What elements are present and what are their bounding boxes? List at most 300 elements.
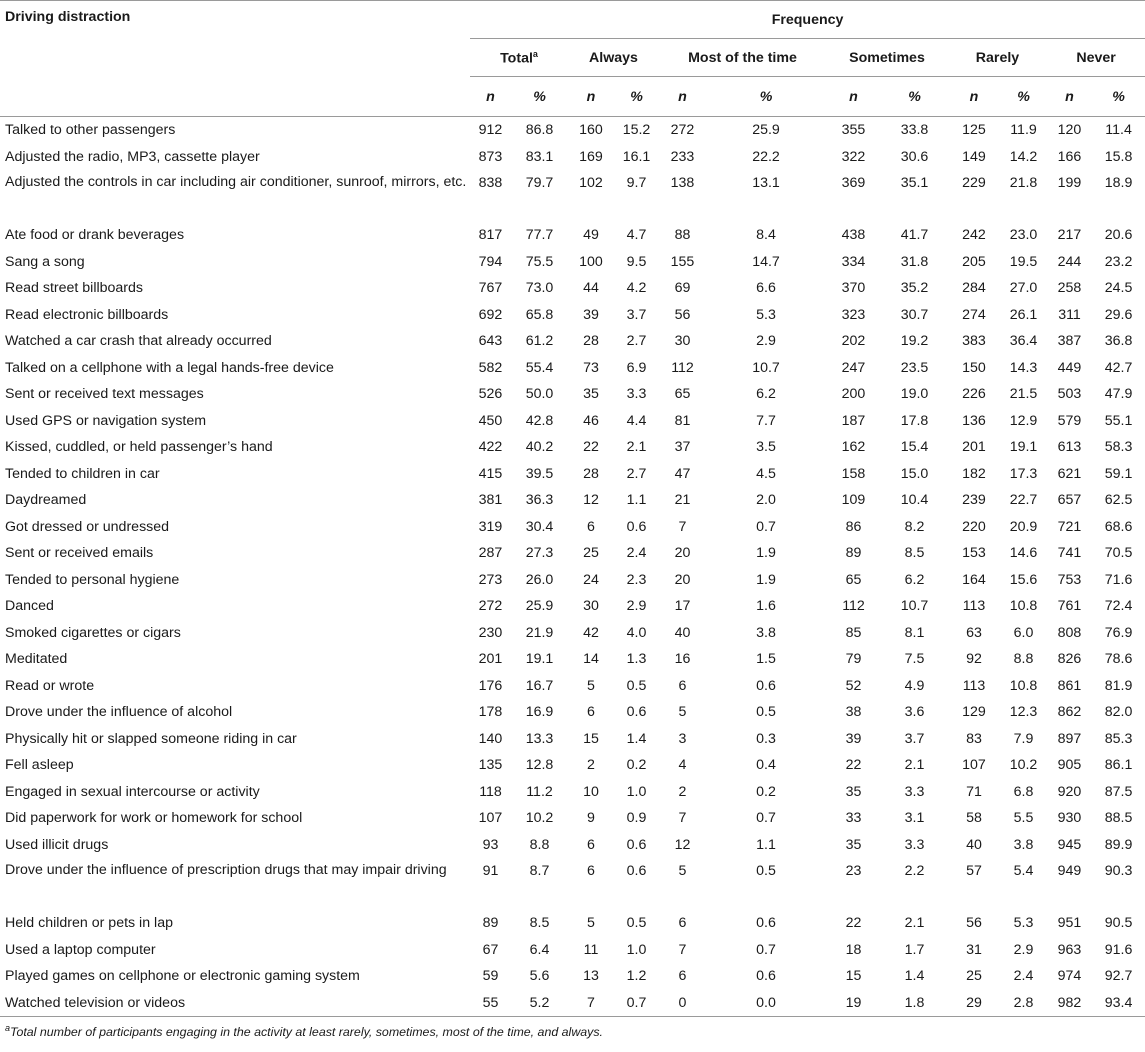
cell-percent: 72.4 bbox=[1104, 598, 1133, 615]
cell-percent: 71.6 bbox=[1104, 571, 1133, 588]
cell-percent: 25.9 bbox=[525, 598, 554, 615]
cell-n: 30 bbox=[674, 333, 691, 350]
cell-n: 79 bbox=[845, 651, 862, 668]
table-row bbox=[0, 461, 1145, 488]
cell-percent: 91.6 bbox=[1104, 941, 1133, 958]
cell-n: 6 bbox=[587, 836, 595, 853]
cell-percent: 4.7 bbox=[626, 227, 647, 244]
cell-n: 319 bbox=[478, 518, 503, 535]
cell-n: 217 bbox=[1057, 227, 1082, 244]
cell-percent: 19.1 bbox=[1009, 439, 1038, 456]
row-label: Used illicit drugs bbox=[5, 836, 109, 853]
cell-n: 81 bbox=[674, 412, 691, 429]
cell-n: 201 bbox=[478, 651, 503, 668]
cell-percent: 1.6 bbox=[756, 598, 776, 615]
cell-percent: 13.1 bbox=[752, 175, 780, 191]
cell-percent: 0.2 bbox=[626, 757, 647, 774]
subheader-n: n bbox=[486, 88, 495, 105]
row-label: Talked on a cellphone with a legal hands-free device bbox=[5, 359, 334, 376]
cell-percent: 0.6 bbox=[756, 915, 776, 932]
cell-n: 6 bbox=[678, 915, 687, 932]
cell-percent: 10.7 bbox=[900, 598, 929, 615]
subheader-percent: % bbox=[1112, 88, 1125, 105]
cell-percent: 35.2 bbox=[900, 280, 929, 297]
cell-n: 150 bbox=[962, 359, 986, 376]
cell-percent: 14.3 bbox=[1009, 359, 1038, 376]
cell-percent: 0.7 bbox=[626, 994, 647, 1011]
cell-percent: 13.3 bbox=[525, 730, 554, 747]
cell-n: 951 bbox=[1057, 915, 1082, 932]
cell-n: 15 bbox=[845, 968, 862, 985]
cell-n: 91 bbox=[482, 863, 499, 879]
cell-n: 73 bbox=[583, 359, 599, 376]
table-row bbox=[0, 752, 1145, 779]
cell-n: 113 bbox=[962, 598, 986, 615]
cell-percent: 0.6 bbox=[756, 677, 776, 694]
cell-n: 199 bbox=[1057, 175, 1082, 191]
cell-percent: 89.9 bbox=[1104, 836, 1133, 853]
column-header-total bbox=[470, 39, 568, 77]
cell-percent: 10.2 bbox=[1009, 757, 1038, 774]
cell-percent: 2.7 bbox=[626, 333, 647, 350]
cell-percent: 0.5 bbox=[756, 863, 776, 879]
cell-n: 422 bbox=[478, 439, 503, 456]
cell-n: 311 bbox=[1058, 306, 1081, 323]
cell-n: 14 bbox=[583, 651, 599, 668]
cell-percent: 10.4 bbox=[900, 492, 929, 509]
cell-percent: 2.7 bbox=[626, 465, 647, 482]
cell-percent: 75.5 bbox=[525, 253, 554, 270]
cell-n: 323 bbox=[841, 306, 866, 323]
row-label: Physically hit or slapped someone riding in car bbox=[5, 730, 297, 747]
cell-percent: 17.8 bbox=[900, 412, 929, 429]
cell-n: 4 bbox=[678, 757, 687, 774]
cell-n: 15 bbox=[583, 730, 599, 747]
cell-percent: 1.9 bbox=[756, 545, 776, 562]
table-row bbox=[0, 540, 1145, 567]
row-label: Fell asleep bbox=[5, 757, 74, 774]
table-row bbox=[0, 593, 1145, 620]
cell-n: 31 bbox=[966, 941, 982, 958]
cell-n: 383 bbox=[962, 333, 986, 350]
cell-percent: 2.9 bbox=[756, 333, 776, 350]
cell-n: 136 bbox=[962, 412, 986, 429]
cell-n: 381 bbox=[478, 492, 503, 509]
cell-n: 21 bbox=[674, 492, 691, 509]
cell-n: 322 bbox=[841, 148, 866, 165]
cell-percent: 7.9 bbox=[1013, 730, 1034, 747]
table-row bbox=[0, 646, 1145, 673]
cell-n: 112 bbox=[842, 598, 865, 615]
total-superscript: a bbox=[532, 48, 538, 59]
subheader-percent: % bbox=[1017, 88, 1030, 105]
cell-n: 503 bbox=[1057, 386, 1082, 403]
cell-n: 920 bbox=[1057, 783, 1082, 800]
cell-n: 438 bbox=[841, 227, 866, 244]
cell-n: 7 bbox=[678, 810, 687, 827]
cell-n: 39 bbox=[583, 306, 599, 323]
cell-n: 88 bbox=[674, 227, 691, 244]
cell-n: 52 bbox=[845, 677, 862, 694]
cell-percent: 2.1 bbox=[904, 915, 925, 932]
cell-percent: 8.1 bbox=[904, 624, 925, 641]
cell-n: 28 bbox=[583, 465, 599, 482]
cell-percent: 5.4 bbox=[1013, 863, 1034, 879]
cell-n: 58 bbox=[966, 810, 982, 827]
cell-n: 49 bbox=[583, 227, 599, 244]
cell-percent: 19.5 bbox=[1009, 253, 1038, 270]
row-label: Smoked cigarettes or cigars bbox=[5, 624, 181, 641]
cell-n: 7 bbox=[678, 518, 687, 535]
cell-percent: 9.5 bbox=[626, 253, 647, 270]
cell-n: 2 bbox=[587, 757, 595, 774]
table-row bbox=[0, 567, 1145, 594]
cell-n: 230 bbox=[478, 624, 503, 641]
cell-n: 5 bbox=[678, 863, 687, 879]
cell-n: 905 bbox=[1057, 757, 1082, 774]
cell-percent: 10.8 bbox=[1009, 598, 1038, 615]
cell-percent: 20.9 bbox=[1009, 518, 1038, 535]
cell-percent: 23.0 bbox=[1009, 227, 1038, 244]
table-row bbox=[0, 144, 1145, 171]
cell-percent: 7.5 bbox=[904, 651, 925, 668]
cell-percent: 26.0 bbox=[525, 571, 554, 588]
cell-n: 83 bbox=[966, 730, 982, 747]
cell-percent: 0.6 bbox=[626, 863, 647, 879]
row-label: Held children or pets in lap bbox=[5, 915, 173, 932]
cell-percent: 0.0 bbox=[756, 994, 776, 1011]
cell-percent: 47.9 bbox=[1104, 386, 1133, 403]
cell-n: 47 bbox=[674, 465, 691, 482]
subheader-n: n bbox=[1065, 88, 1074, 105]
cell-n: 242 bbox=[962, 227, 986, 244]
cell-n: 39 bbox=[845, 730, 862, 747]
cell-n: 169 bbox=[579, 148, 603, 165]
cell-percent: 90.3 bbox=[1104, 863, 1133, 879]
cell-percent: 55.1 bbox=[1104, 412, 1133, 429]
cell-percent: 10.7 bbox=[752, 359, 780, 376]
cell-percent: 2.4 bbox=[626, 545, 647, 562]
cell-percent: 22.2 bbox=[752, 148, 780, 165]
cell-n: 6 bbox=[587, 863, 595, 879]
cell-n: 5 bbox=[587, 915, 595, 932]
cell-n: 182 bbox=[962, 465, 986, 482]
row-label: Adjusted the controls in car including air conditioner, sunroof, mirrors, etc. bbox=[5, 174, 467, 190]
cell-percent: 6.6 bbox=[756, 280, 776, 297]
cell-percent: 31.8 bbox=[900, 253, 929, 270]
cell-percent: 1.8 bbox=[904, 994, 925, 1011]
cell-n: 897 bbox=[1057, 730, 1082, 747]
cell-n: 226 bbox=[962, 386, 986, 403]
cell-percent: 3.8 bbox=[756, 624, 776, 641]
cell-percent: 30.6 bbox=[900, 148, 929, 165]
cell-n: 176 bbox=[478, 677, 503, 694]
footnote-marker: a bbox=[5, 1023, 11, 1033]
cell-percent: 6.4 bbox=[529, 941, 550, 958]
cell-n: 164 bbox=[962, 571, 986, 588]
cell-percent: 15.4 bbox=[900, 439, 929, 456]
cell-n: 102 bbox=[579, 175, 603, 191]
cell-n: 220 bbox=[962, 518, 986, 535]
cell-n: 125 bbox=[962, 122, 986, 139]
cell-percent: 27.3 bbox=[525, 545, 554, 562]
cell-percent: 42.7 bbox=[1104, 359, 1133, 376]
cell-percent: 81.9 bbox=[1104, 677, 1133, 694]
cell-percent: 0.6 bbox=[626, 836, 647, 853]
cell-n: 202 bbox=[841, 333, 866, 350]
cell-percent: 0.7 bbox=[756, 941, 776, 958]
cell-percent: 1.0 bbox=[626, 783, 647, 800]
row-label: Engaged in sexual intercourse or activity bbox=[5, 783, 260, 800]
cell-percent: 65.8 bbox=[525, 306, 554, 323]
cell-percent: 0.5 bbox=[756, 704, 776, 721]
cell-n: 89 bbox=[845, 545, 862, 562]
cell-percent: 15.0 bbox=[900, 465, 929, 482]
cell-percent: 3.8 bbox=[1013, 836, 1034, 853]
cell-percent: 3.6 bbox=[904, 704, 925, 721]
cell-n: 239 bbox=[962, 492, 986, 509]
row-label: Used GPS or navigation system bbox=[5, 412, 207, 429]
subheader-percent: % bbox=[759, 88, 773, 105]
cell-n: 29 bbox=[966, 994, 982, 1011]
table-row bbox=[0, 805, 1145, 832]
cell-n: 6 bbox=[678, 968, 687, 985]
cell-n: 16 bbox=[674, 651, 691, 668]
cell-percent: 1.2 bbox=[626, 968, 647, 985]
cell-n: 415 bbox=[478, 465, 503, 482]
cell-percent: 8.5 bbox=[904, 545, 925, 562]
row-label: Kissed, cuddled, or held passenger’s hand bbox=[5, 439, 273, 456]
cell-percent: 4.5 bbox=[756, 465, 776, 482]
cell-n: 873 bbox=[478, 148, 503, 165]
cell-percent: 2.9 bbox=[626, 598, 647, 615]
cell-n: 861 bbox=[1057, 677, 1082, 694]
cell-percent: 3.7 bbox=[904, 730, 925, 747]
cell-n: 56 bbox=[966, 915, 982, 932]
cell-percent: 2.8 bbox=[1013, 994, 1034, 1011]
cell-percent: 2.9 bbox=[1013, 941, 1034, 958]
cell-n: 741 bbox=[1057, 545, 1082, 562]
cell-percent: 73.0 bbox=[525, 280, 554, 297]
cell-n: 205 bbox=[962, 253, 986, 270]
cell-percent: 23.5 bbox=[900, 359, 929, 376]
cell-percent: 68.6 bbox=[1104, 518, 1133, 535]
cell-n: 35 bbox=[845, 836, 862, 853]
subheader-n: n bbox=[586, 88, 596, 105]
cell-n: 100 bbox=[579, 253, 603, 270]
cell-percent: 78.6 bbox=[1104, 651, 1133, 668]
table-row bbox=[0, 328, 1145, 355]
row-label: Used a laptop computer bbox=[5, 941, 156, 958]
cell-percent: 1.7 bbox=[904, 941, 925, 958]
cell-percent: 70.5 bbox=[1104, 545, 1133, 562]
cell-percent: 15.2 bbox=[622, 122, 651, 139]
cell-percent: 17.3 bbox=[1009, 465, 1038, 482]
cell-percent: 86.1 bbox=[1104, 757, 1133, 774]
table-row bbox=[0, 408, 1145, 435]
cell-n: 200 bbox=[841, 386, 866, 403]
table-row bbox=[0, 355, 1145, 382]
cell-percent: 5.3 bbox=[1013, 915, 1034, 932]
cell-n: 982 bbox=[1057, 994, 1082, 1011]
table-row bbox=[0, 779, 1145, 806]
row-label: Daydreamed bbox=[5, 492, 87, 509]
cell-n: 273 bbox=[478, 571, 503, 588]
table-row bbox=[0, 249, 1145, 276]
cell-percent: 6.2 bbox=[756, 386, 776, 403]
subheader-percent: % bbox=[533, 88, 546, 105]
cell-n: 162 bbox=[841, 439, 866, 456]
cell-n: 244 bbox=[1057, 253, 1082, 270]
cell-n: 160 bbox=[579, 122, 603, 139]
cell-percent: 36.4 bbox=[1009, 333, 1038, 350]
cell-n: 3 bbox=[678, 730, 687, 747]
cell-percent: 3.1 bbox=[904, 810, 925, 827]
table-row bbox=[0, 302, 1145, 329]
cell-n: 862 bbox=[1057, 704, 1082, 721]
cell-percent: 30.4 bbox=[525, 518, 554, 535]
cell-percent: 36.8 bbox=[1104, 333, 1133, 350]
cell-percent: 0.2 bbox=[756, 783, 776, 800]
column-header-most-of-the-time: Most of the time bbox=[659, 39, 826, 77]
cell-n: 761 bbox=[1057, 598, 1082, 615]
cell-percent: 3.3 bbox=[904, 836, 925, 853]
column-header-sometimes: Sometimes bbox=[826, 39, 948, 77]
subheader-n: n bbox=[969, 88, 979, 105]
cell-n: 33 bbox=[845, 810, 862, 827]
row-label: Read electronic billboards bbox=[5, 306, 169, 323]
cell-percent: 2.1 bbox=[626, 439, 647, 456]
cell-percent: 0.6 bbox=[756, 968, 776, 985]
cell-percent: 83.1 bbox=[525, 148, 554, 165]
table-row bbox=[0, 673, 1145, 700]
cell-n: 69 bbox=[674, 280, 691, 297]
cell-n: 12 bbox=[583, 492, 599, 509]
cell-percent: 61.2 bbox=[525, 333, 554, 350]
cell-n: 38 bbox=[845, 704, 862, 721]
cell-percent: 20.6 bbox=[1104, 227, 1133, 244]
cell-percent: 26.1 bbox=[1009, 306, 1038, 323]
cell-n: 7 bbox=[587, 994, 595, 1011]
table-row bbox=[0, 487, 1145, 514]
cell-percent: 59.1 bbox=[1104, 465, 1133, 482]
cell-n: 187 bbox=[841, 412, 866, 429]
column-header-rarely: Rarely bbox=[948, 39, 1047, 77]
cell-n: 247 bbox=[841, 359, 866, 376]
cell-percent: 77.7 bbox=[525, 227, 554, 244]
row-label: Meditated bbox=[5, 651, 68, 668]
cell-percent: 8.8 bbox=[529, 836, 550, 853]
cell-percent: 3.3 bbox=[626, 386, 647, 403]
cell-percent: 3.3 bbox=[904, 783, 925, 800]
cell-percent: 1.0 bbox=[626, 941, 647, 958]
column-header-distraction: Driving distraction bbox=[0, 1, 470, 117]
cell-n: 112 bbox=[671, 359, 694, 376]
row-label: Watched television or videos bbox=[5, 994, 186, 1011]
cell-percent: 55.4 bbox=[525, 359, 554, 376]
cell-percent: 0.7 bbox=[756, 518, 776, 535]
row-label: Played games on cellphone or electronic gaming system bbox=[5, 968, 360, 985]
cell-percent: 1.4 bbox=[626, 730, 647, 747]
table-row bbox=[0, 170, 1145, 222]
subheader-percent: % bbox=[630, 88, 643, 105]
row-label: Drove under the influence of alcohol bbox=[5, 704, 233, 721]
cell-n: 135 bbox=[478, 757, 503, 774]
cell-percent: 86.8 bbox=[525, 122, 554, 139]
cell-percent: 7.7 bbox=[756, 412, 776, 429]
cell-n: 5 bbox=[678, 704, 687, 721]
cell-n: 59 bbox=[482, 968, 499, 985]
row-label: Talked to other passengers bbox=[5, 122, 176, 139]
cell-n: 92 bbox=[966, 651, 982, 668]
row-label: Watched a car crash that already occurred bbox=[5, 333, 272, 350]
table-row bbox=[0, 381, 1145, 408]
cell-n: 6 bbox=[587, 518, 595, 535]
row-label: Sent or received text messages bbox=[5, 386, 204, 403]
cell-n: 0 bbox=[678, 994, 687, 1011]
cell-percent: 21.8 bbox=[1009, 175, 1038, 191]
footnote-text: Total number of participants engaging in the activity at least rarely, sometimes, most of the time, and always. bbox=[10, 1025, 603, 1040]
cell-n: 912 bbox=[478, 122, 503, 139]
cell-percent: 21.9 bbox=[525, 624, 554, 641]
cell-percent: 14.2 bbox=[1009, 148, 1038, 165]
cell-n: 526 bbox=[478, 386, 503, 403]
table-row bbox=[0, 117, 1145, 144]
cell-n: 153 bbox=[962, 545, 986, 562]
subheader-percent: % bbox=[908, 88, 921, 105]
cell-n: 272 bbox=[478, 598, 503, 615]
cell-n: 57 bbox=[966, 863, 982, 879]
table-row bbox=[0, 222, 1145, 249]
cell-n: 65 bbox=[674, 386, 691, 403]
cell-n: 20 bbox=[674, 571, 691, 588]
cell-n: 63 bbox=[966, 624, 982, 641]
cell-n: 40 bbox=[966, 836, 982, 853]
cell-n: 579 bbox=[1057, 412, 1082, 429]
cell-percent: 3.5 bbox=[756, 439, 776, 456]
table-row bbox=[0, 910, 1145, 937]
cell-percent: 1.9 bbox=[756, 571, 776, 588]
table-row bbox=[0, 832, 1145, 859]
cell-n: 55 bbox=[482, 994, 499, 1011]
cell-percent: 42.8 bbox=[525, 412, 554, 429]
subheader-n: n bbox=[849, 88, 858, 105]
cell-percent: 8.4 bbox=[756, 227, 776, 244]
cell-percent: 12.3 bbox=[1009, 704, 1038, 721]
cell-n: 355 bbox=[841, 122, 866, 139]
cell-n: 109 bbox=[841, 492, 866, 509]
table-row bbox=[0, 434, 1145, 461]
cell-percent: 79.7 bbox=[525, 175, 554, 191]
cell-n: 817 bbox=[478, 227, 503, 244]
subheader-n: n bbox=[678, 88, 687, 105]
cell-percent: 2.2 bbox=[904, 863, 925, 879]
cell-percent: 35.1 bbox=[900, 175, 929, 191]
cell-n: 233 bbox=[670, 148, 695, 165]
cell-n: 178 bbox=[478, 704, 503, 721]
cell-n: 37 bbox=[674, 439, 691, 456]
cell-n: 19 bbox=[845, 994, 862, 1011]
cell-n: 274 bbox=[962, 306, 986, 323]
cell-n: 2 bbox=[678, 783, 687, 800]
cell-percent: 58.3 bbox=[1104, 439, 1133, 456]
cell-n: 613 bbox=[1057, 439, 1082, 456]
cell-percent: 50.0 bbox=[525, 386, 554, 403]
cell-percent: 41.7 bbox=[900, 227, 929, 244]
cell-n: 140 bbox=[478, 730, 503, 747]
cell-percent: 16.1 bbox=[622, 148, 651, 165]
row-label: Sent or received emails bbox=[5, 545, 154, 562]
